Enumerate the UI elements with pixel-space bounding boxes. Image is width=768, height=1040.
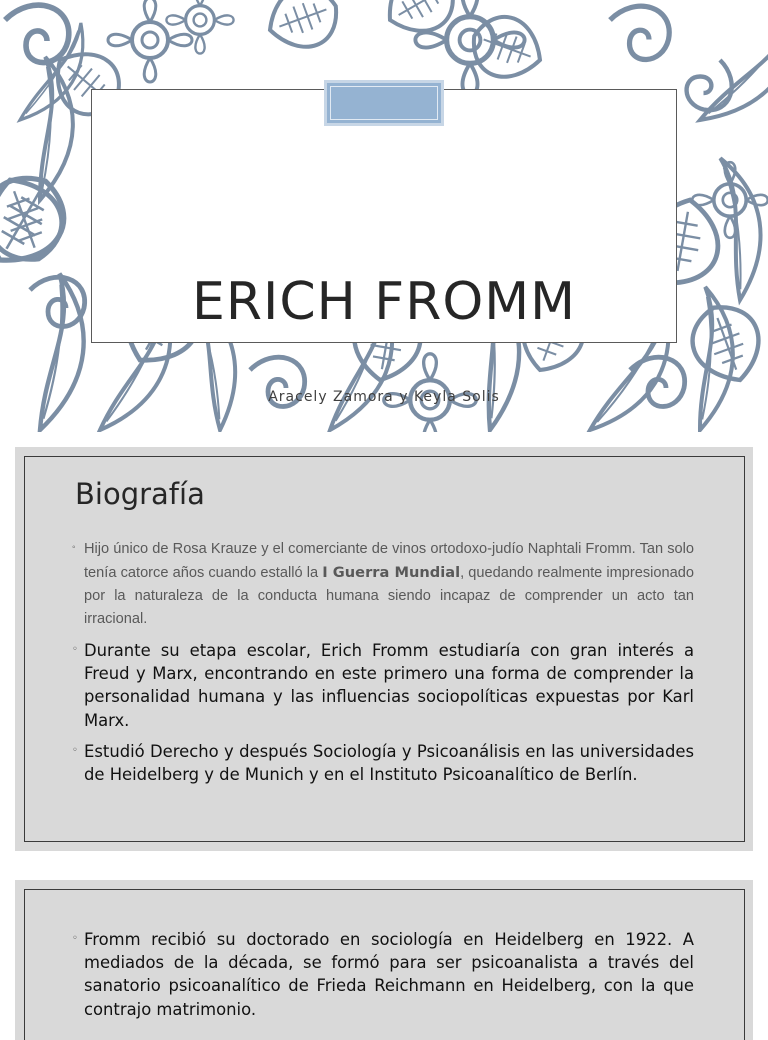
list-item	[72, 639, 694, 732]
presentation-subtitle: Aracely Zamora y Keyla Solis	[268, 389, 500, 405]
list-item	[72, 928, 694, 1021]
title-card	[91, 89, 677, 405]
bullet-list	[72, 928, 694, 1021]
bullet-text: Fromm recibió su doctorado en sociología en Heidelberg en 1922. A mediados de la década, se formó para ser psicoanalista a través del sanatorio psicoanalítico de Frieda Reichmann en Heidelberg, con la que contrajo matrimonio.	[84, 930, 694, 1019]
bullet-icon: ◦	[72, 744, 78, 756]
bold-text: I Guerra Mundial	[322, 564, 461, 581]
bullet-icon: ◦	[72, 933, 78, 944]
list-item	[72, 538, 694, 631]
presentation-title: ERICH FROMM	[192, 272, 576, 332]
slide-heading: Biografía	[75, 477, 205, 511]
doctorate-slide	[15, 880, 753, 1040]
title-slide	[0, 0, 768, 432]
list-item	[72, 740, 694, 786]
bullet-icon: ◦	[72, 644, 78, 655]
bullet-text: Estudió Derecho y después Sociología y Psicoanálisis en las universidades de Heidelberg y de Munich y en el Instituto Psicoanalítico de Berlín.	[84, 741, 694, 785]
decorative-tab	[324, 80, 444, 126]
bullet-text: Hijo único de Rosa Krauze y el comerciante de vinos ortodoxo-judío Naphtali Fromm. Tan solo tenía catorce años cuando estalló la	[84, 541, 694, 581]
bullet-text: , quedando realmente impresionado por la naturaleza de la conducta humana siendo incapaz de comprender un acto tan irracional.	[84, 565, 694, 627]
biography-slide	[15, 447, 753, 851]
bullet-icon: ◦	[72, 542, 76, 553]
bullet-text: Durante su etapa escolar, Erich Fromm estudiaría con gran interés a Freud y Marx, encontrando en este primero una forma de comprender la personalidad humana y las influencias sociopolíticas expuestas por Karl Marx.	[84, 641, 694, 730]
bullet-list	[72, 538, 694, 786]
